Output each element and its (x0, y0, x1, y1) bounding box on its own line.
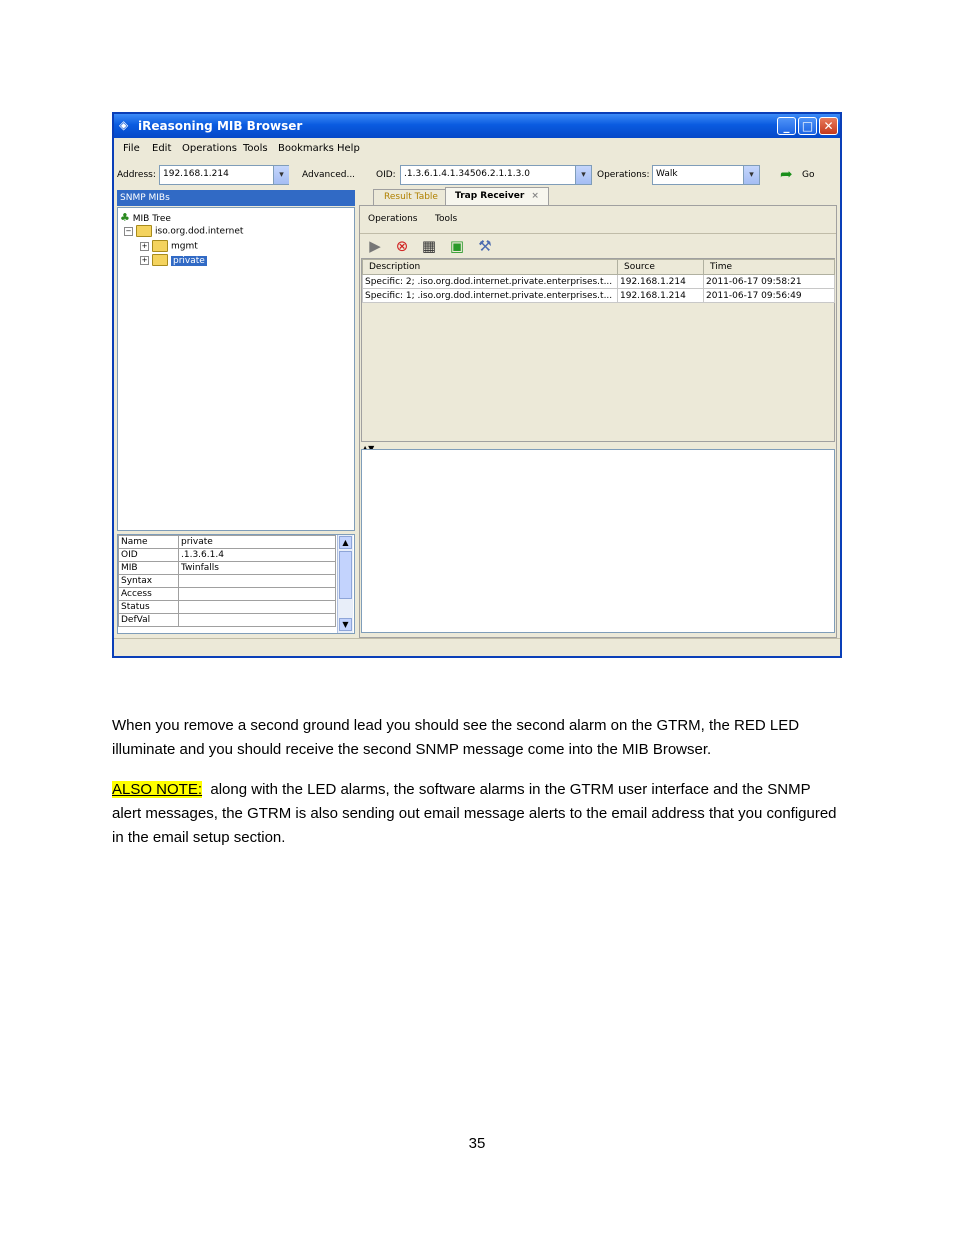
oid-combo[interactable] (400, 165, 592, 185)
start-icon[interactable]: ▶ (369, 237, 381, 255)
title-bar[interactable] (114, 114, 840, 138)
operations-label: Operations: (597, 170, 650, 180)
menu-help[interactable]: Help (337, 143, 360, 154)
right-panel (359, 186, 839, 638)
also-note-label: ALSO NOTE: (112, 781, 203, 798)
menu-operations[interactable]: Operations (182, 143, 237, 154)
column-header[interactable]: Time (704, 260, 835, 275)
tab-trap-receiver[interactable] (445, 187, 549, 205)
property-row (119, 575, 336, 588)
operations-value: Walk (656, 169, 678, 179)
table-cell: Specific: 1; .iso.org.dod.internet.private.enterprises.t... (363, 289, 618, 303)
oid-label: OID: (376, 170, 396, 180)
oid-value: .1.3.6.1.4.1.34506.2.1.1.3.0 (404, 169, 530, 179)
table-cell: Specific: 2; .iso.org.dod.internet.private.enterprises.t... (363, 275, 618, 289)
trap-receiver-pane (359, 205, 837, 638)
tab-close-icon[interactable]: × (531, 191, 539, 201)
trap-table-container (361, 258, 835, 442)
submenu-operations[interactable]: Operations (368, 214, 418, 224)
table-cell: 2011-06-17 09:56:49 (704, 289, 835, 303)
submenu-tools[interactable]: Tools (435, 214, 458, 224)
tree-node-mgmt-label: mgmt (171, 241, 198, 252)
address-combo[interactable] (159, 165, 289, 185)
table-row[interactable] (363, 275, 835, 289)
mib-panel (117, 190, 355, 634)
tree-node-internet-label: iso.org.dod.internet (155, 226, 244, 237)
tree-root[interactable] (120, 211, 171, 224)
menu-bar (114, 138, 840, 160)
close-button[interactable]: ✕ (819, 117, 838, 135)
property-value (179, 601, 336, 614)
property-name: Status (119, 601, 179, 614)
property-row (119, 614, 336, 627)
address-dropdown-icon[interactable]: ▾ (273, 166, 289, 184)
tab-result-table-label: Result Table (384, 192, 438, 202)
paragraph-2-text: along with the LED alarms, the software alarms in the GTRM user interface and the SNMP alert messages, the GTRM is also sending out email message alerts to the email address that you configured in the email setup section. (112, 781, 837, 846)
folder-icon (136, 225, 152, 237)
address-label: Address: (117, 170, 156, 180)
folder-icon (152, 254, 168, 266)
menu-file[interactable]: File (123, 143, 140, 154)
table-cell: 192.168.1.214 (618, 289, 704, 303)
status-bar (114, 638, 840, 656)
property-row (119, 601, 336, 614)
property-name: Access (119, 588, 179, 601)
menu-edit[interactable]: Edit (152, 143, 172, 154)
table-cell: 192.168.1.214 (618, 275, 704, 289)
stop-icon[interactable]: ⊗ (395, 237, 409, 255)
property-value (179, 614, 336, 627)
table-row[interactable] (363, 289, 835, 303)
column-header[interactable]: Source (618, 260, 704, 275)
mib-browser-window (112, 112, 842, 658)
property-value: private (179, 536, 336, 549)
mib-tree (117, 207, 355, 531)
menu-bookmarks[interactable]: Bookmarks (278, 143, 334, 154)
property-row (119, 536, 336, 549)
go-button[interactable]: Go (802, 170, 815, 180)
property-row (119, 588, 336, 601)
folder-icon (152, 240, 168, 252)
page-number: 35 (468, 1135, 486, 1152)
property-name: OID (119, 549, 179, 562)
scroll-thumb[interactable] (339, 551, 352, 599)
property-scrollbar[interactable] (337, 535, 353, 633)
scroll-up-icon[interactable]: ▲ (339, 536, 352, 549)
menu-tools[interactable]: Tools (243, 143, 268, 154)
minimize-button[interactable]: _ (777, 117, 796, 135)
paragraph-1: When you remove a second ground lead you should see the second alarm on the GTRM, the RED LED illuminate and you should receive the second SNMP message come into the MIB Browser. (112, 717, 800, 758)
property-value (179, 588, 336, 601)
expand-icon[interactable]: + (141, 241, 148, 250)
collapse-icon[interactable]: − (125, 226, 132, 235)
tab-result-table[interactable] (373, 189, 449, 205)
property-row (119, 562, 336, 575)
advanced-button[interactable]: Advanced... (302, 170, 356, 180)
trap-table (362, 259, 835, 303)
tree-node-private[interactable] (140, 254, 207, 266)
tree-node-internet[interactable] (124, 225, 243, 237)
app-icon: ◈ (119, 118, 129, 132)
oid-dropdown-icon[interactable]: ▾ (575, 166, 591, 184)
window-title: iReasoning MIB Browser (138, 119, 303, 133)
property-row (119, 549, 336, 562)
property-table (118, 535, 336, 627)
property-panel (117, 534, 355, 634)
table-cell: 2011-06-17 09:58:21 (704, 275, 835, 289)
column-header[interactable]: Description (363, 260, 618, 275)
address-value: 192.168.1.214 (163, 169, 229, 179)
paragraph-2 (112, 778, 842, 850)
tree-node-mgmt[interactable] (140, 240, 198, 252)
property-name: Syntax (119, 575, 179, 588)
export-icon[interactable]: ▣ (449, 237, 465, 255)
go-arrow-icon[interactable]: ➦ (780, 165, 793, 183)
property-name: DefVal (119, 614, 179, 627)
tree-root-label: MIB Tree (132, 214, 171, 224)
tree-icon: ♣ (120, 211, 130, 224)
scroll-down-icon[interactable]: ▼ (339, 618, 352, 631)
tab-trap-receiver-label: Trap Receiver (455, 191, 525, 201)
property-value: .1.3.6.1.4 (179, 549, 336, 562)
expand-icon[interactable]: + (141, 255, 148, 264)
property-value: Twinfalls (179, 562, 336, 575)
tree-node-private-label: private (173, 255, 205, 266)
divider (360, 233, 836, 234)
mib-panel-header: SNMP MIBs (117, 190, 355, 206)
property-name: MIB (119, 562, 179, 575)
trap-detail-pane (361, 449, 835, 633)
clear-table-icon[interactable]: ▦ (421, 237, 437, 255)
maximize-button[interactable]: □ (798, 117, 817, 135)
property-name: Name (119, 536, 179, 549)
operations-dropdown-icon[interactable]: ▾ (743, 166, 759, 184)
property-value (179, 575, 336, 588)
settings-wrench-icon[interactable]: ⚒ (478, 237, 492, 255)
